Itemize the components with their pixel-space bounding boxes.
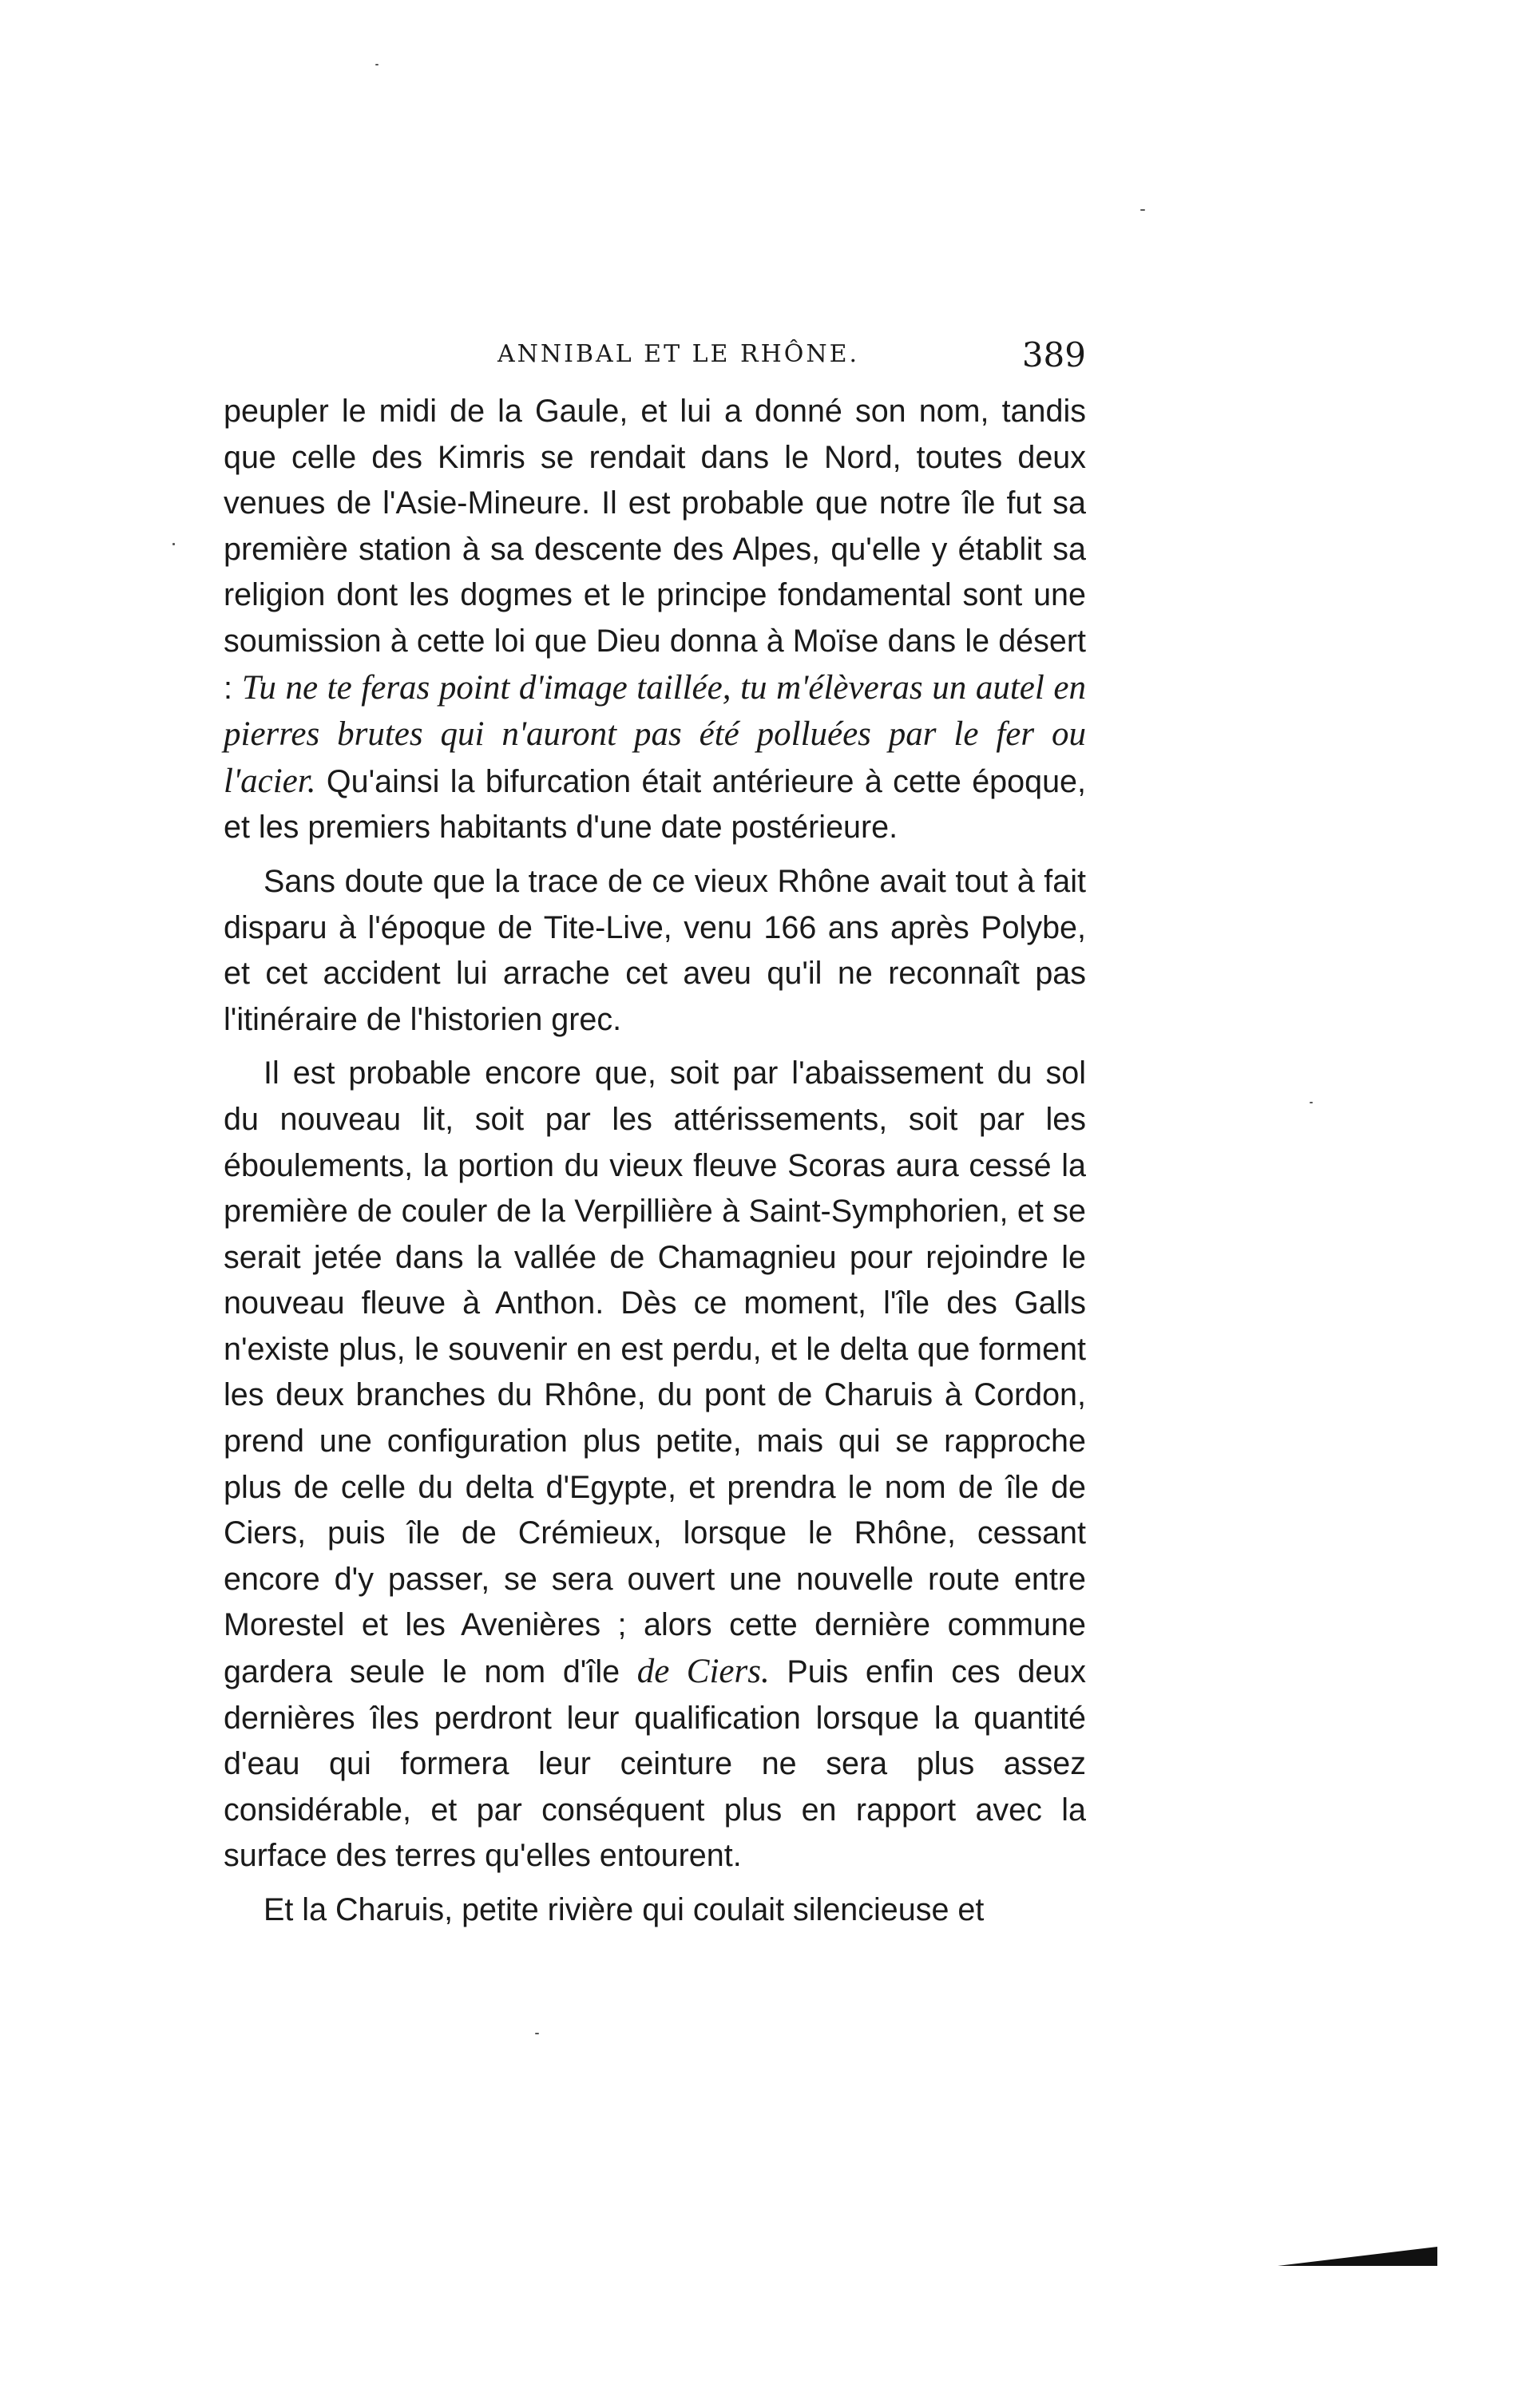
text-run: Et la Charuis, petite rivière qui coulait silencieuse et	[264, 1892, 985, 1927]
running-title: ANNIBAL ET LE RHÔNE.	[497, 340, 860, 368]
paragraph-gap	[224, 1879, 1086, 1887]
paragraph	[224, 1887, 1086, 1934]
running-head	[224, 335, 1086, 383]
text-run: Puis enfin ces deux dernières îles perdront leur qualification lorsque la quantité d'eau qui formera leur ceinture ne sera plus assez considérable, et par conséquent plus en rapport avec la surface des terres qu'elles entourent.	[224, 1654, 1086, 1874]
text-run: peupler le midi de la Gaule, et lui a donné son nom, tandis que celle des Kimris se rendait dans le Nord, toutes deux venues de l'Asie-Mineure. Il est probable que notre île fut sa première station à sa descente des Alpes, qu'elle y établit sa religion dont les dogmes et le principe fondamental sont une soumission à cette loi que Dieu donna à Moïse dans le désert :	[224, 394, 1086, 706]
scan-speck	[1310, 1102, 1313, 1103]
italic-quotation: Tu ne te feras point d'image taillée, tu m'élèveras un autel en pierres brutes qui n'auront pas été polluées par le fer ou l'acier.	[224, 668, 1087, 800]
text-run: Sans doute que la trace de ce vieux Rhône avait tout à fait disparu à l'époque de Tite-Live, venu 166 ans après Polybe, et cet accident lui arrache cet aveu qu'il ne reconnaît pas l'itinéraire de l'historien grec.	[224, 863, 1086, 1037]
text-run: Qu'ainsi la bifurcation était antérieure à cette époque, et les premiers habitants d'une date postérieure.	[224, 763, 1086, 846]
body-text	[224, 389, 1086, 1934]
paragraph	[224, 1051, 1086, 1879]
scan-speck	[535, 2033, 539, 2034]
italic-place-name: de Ciers.	[636, 1653, 770, 1691]
scan-speck	[375, 64, 379, 65]
paragraph	[224, 859, 1086, 1043]
paragraph-gap	[224, 851, 1086, 859]
scan-speck	[172, 543, 175, 545]
scan-speck	[1140, 209, 1145, 211]
text-run: Il est probable encore que, soit par l'abaissement du sol du nouveau lit, soit par les attérissements, soit par les éboulements, la portion du vieux fleuve Scoras aura cessé la première de couler de la Verpillière à Saint-Symphorien, et se serait jetée dans la vallée de Chamagnieu pour rejoindre le nouveau fleuve à Anthon. Dès ce moment, l'île des Galls n'existe plus, le souvenir en est perdu, et le delta que forment les deux branches du Rhône, du pont de Charuis à Cordon, prend une configuration plus petite, mais qui se rapproche plus de celle du delta d'Egypte, et prendra le nom de île de Ciers, puis île de Crémieux, lorsque le Rhône, cessant encore d'y passer, se sera ouvert une nouvelle route entre Morestel et les Avenières ; alors cette dernière commune gardera seule le nom d'île	[224, 1055, 1086, 1690]
paragraph-gap	[224, 1043, 1086, 1051]
page-number: 389	[1021, 335, 1086, 374]
paragraph	[224, 389, 1086, 851]
scan-edge-mark	[1278, 2244, 1437, 2267]
